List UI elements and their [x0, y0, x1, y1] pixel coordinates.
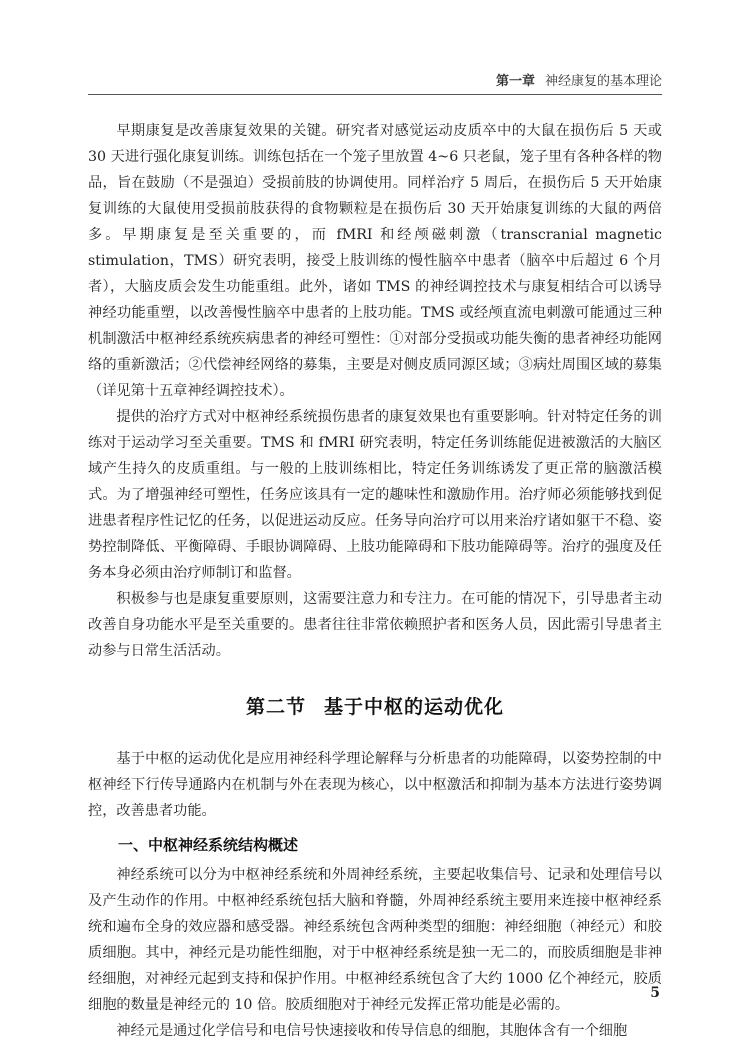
section-title: 基于中枢的运动优化: [324, 696, 505, 718]
paragraph-early-rehab: 早期康复是改善康复效果的关键。研究者对感觉运动皮质卒中的大鼠在损伤后 5 天或 30 天进行强化康复训练。训练包括在一个笼子里放置 4~6 只老鼠，笼子里有各种各样的物品，旨在鼓励（不是强迫）受损前肢的协调使用。同样治疗 5 周后，在损伤后 5 天开始康复训练的大鼠使用受损前肢获得的食物颗粒是在损伤后 30 天开始康复训练的大鼠的两倍多。早期康复是至关重要的，而 fMRI 和经颅磁刺激（transcranial magnetic stimulation，TMS）研究表明，接受上肢训练的慢性脑卒中患者（脑卒中后超过 6 个月者），大脑皮质会发生功能重组。此外，诸如 TMS 的神经调控技术与康复相结合可以诱导神经功能重塑，以改善慢性脑卒中患者的上肢功能。TMS 或经颅直流电刺激可能通过三种机制激活中枢神经系统疾病患者的神经可塑性：①对部分受损或功能失衡的患者神经功能网络的重新激活；②代偿神经网络的募集，主要是对侧皮质同源区域；③病灶周围区域的募集（详见第十五章神经调控技术）。: [88, 123, 662, 399]
section-heading: [88, 694, 662, 720]
section-number: 第二节: [245, 696, 306, 718]
paragraph-neuron: 神经元是通过化学信号和电信号快速接收和传导信息的细胞，其胞体含有一个细胞: [116, 1023, 628, 1039]
paragraph-task-training: 提供的治疗方式对中枢神经系统损伤患者的康复效果也有重要影响。针对特定任务的训练对于运动学习至关重要。TMS 和 fMRI 研究表明，特定任务训练能促进被激活的大脑区域产生持久的皮质重组。与一般的上肢训练相比，特定任务训练诱发了更正常的脑激活模式。为了增强神经可塑性，任务应该具有一定的趣味性和激励作用。治疗师必须能够找到促进患者程序性记忆的任务，以促进运动反应。任务导向治疗可以用来治疗诸如躯干不稳、姿势控制降低、平衡障碍、手眼协调障碍、上肢功能障碍和下肢功能障碍等。治疗的强度及任务本身必须由治疗师制订和监督。: [88, 409, 662, 581]
chapter-title: 神经康复的基本理论: [544, 74, 662, 89]
paragraph-nervous-system: 神经系统可以分为中枢神经系统和外周神经系统，主要起收集信号、记录和处理信号以及产生动作的作用。中枢神经系统包括大脑和脊髓，外周神经系统主要用来连接中枢神经系统和遍布全身的效应器和感受器。神经系统包含两种类型的细胞：神经细胞（神经元）和胶质细胞。其中，神经元是功能性细胞，对于中枢神经系统是独一无二的，而胶质细胞是非神经细胞，对神经元起到支持和保护作用。中枢神经系统包含了大约 1000 亿个神经元，胶质细胞的数量是神经元的 10 倍。胶质细胞对于神经元发挥正常功能是必需的。: [88, 867, 662, 1013]
page-number: 5: [650, 985, 660, 1001]
running-head: [496, 70, 662, 89]
paragraph-active-participation: 积极参与也是康复重要原则，这需要注意力和专注力。在可能的情况下，引导患者主动改善自身功能水平是至关重要的。患者往往非常依赖照护者和医务人员，因此需引导患者主动参与日常生活活动。: [88, 591, 662, 659]
paragraph-section-intro: 基于中枢的运动优化是应用神经科学理论解释与分析患者的功能障碍，以姿势控制的中枢神经下行传导通路内在机制与外在表现为核心，以中枢激活和抑制为基本方法进行姿势调控，改善患者功能。: [88, 751, 662, 819]
page-body: [88, 118, 662, 1044]
chapter-number: 第一章: [495, 74, 535, 89]
header-rule: [88, 94, 662, 95]
subsection-heading: 一、中枢神经系统结构概述: [118, 836, 299, 854]
